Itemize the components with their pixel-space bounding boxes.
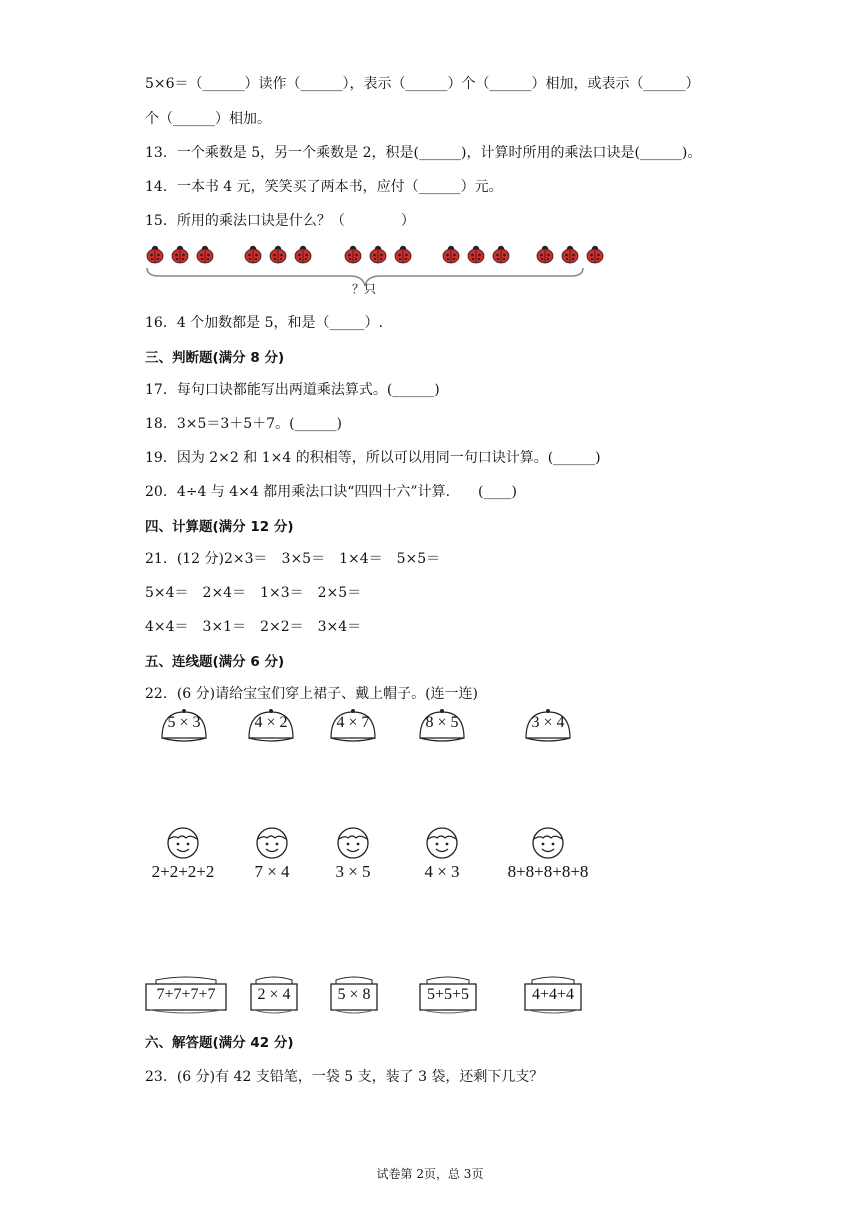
hat-label: 4 × 7 bbox=[336, 714, 370, 731]
ladybug-icon bbox=[293, 244, 313, 264]
skirt-card bbox=[522, 974, 584, 1016]
question-13: 13．一个乘数是 5，另一个乘数是 2，积是(______)，计算时所用的乘法口诀是(______)。 bbox=[145, 145, 702, 161]
hat-label: 4 × 2 bbox=[254, 714, 288, 731]
skirt-label: 4+4+4 bbox=[531, 986, 575, 1003]
question-16: 16．4 个加数都是 5，和是（_____）. bbox=[145, 315, 383, 331]
question-20: 20．4÷4 与 4×4 都用乘法口诀“四四十六”计算. (____) bbox=[145, 484, 517, 500]
baby-label: 8+8+8+8+8 bbox=[507, 862, 589, 881]
line-q12-a: 5×6＝（______）读作（______），表示（______）个（______）相加，或表示（______） bbox=[145, 76, 700, 92]
baby-face-icon bbox=[425, 826, 459, 860]
skirt-card bbox=[248, 974, 300, 1016]
skirt-card bbox=[417, 974, 479, 1016]
skirt-label: 7+7+7+7 bbox=[156, 986, 216, 1003]
hat-label: 8 × 5 bbox=[425, 714, 459, 731]
baby-card bbox=[133, 826, 233, 882]
baby-face-icon bbox=[166, 826, 200, 860]
question-19: 19．因为 2×2 和 1×4 的积相等，所以可以用同一句口诀计算。(______) bbox=[145, 450, 601, 466]
baby-label: 7 × 4 bbox=[254, 862, 290, 881]
baby-label: 3 × 5 bbox=[335, 862, 371, 881]
question-15: 15．所用的乘法口诀是什么？（ ） bbox=[145, 213, 415, 229]
ladybug-icon bbox=[535, 244, 555, 264]
ladybug-icon bbox=[466, 244, 486, 264]
skirt-label: 5+5+5 bbox=[426, 986, 470, 1003]
baby-label: 4 × 3 bbox=[424, 862, 460, 881]
ladybug-icon bbox=[268, 244, 288, 264]
ladybug-icon bbox=[170, 244, 190, 264]
hat-card bbox=[327, 708, 379, 742]
page-footer: 试卷第 2页，总 3页 bbox=[376, 1167, 484, 1181]
baby-card bbox=[392, 826, 492, 882]
ladybug-icon bbox=[393, 244, 413, 264]
hat-card bbox=[245, 708, 297, 742]
ladybug-icon bbox=[491, 244, 511, 264]
skirt-card bbox=[328, 974, 380, 1016]
question-22: 22．(6 分)请给宝宝们穿上裙子、戴上帽子。(连一连) bbox=[145, 686, 479, 702]
calc-row-3: 4×4＝ 3×1＝ 2×2＝ 3×4＝ bbox=[145, 619, 362, 635]
baby-face-icon bbox=[255, 826, 289, 860]
skirt-card bbox=[142, 974, 230, 1016]
question-18: 18．3×5＝3＋5＋7。(______) bbox=[145, 416, 343, 432]
hat-card bbox=[416, 708, 468, 742]
skirt-label: 2 × 4 bbox=[257, 986, 291, 1003]
ladybug-icon bbox=[585, 244, 605, 264]
calc-row-2: 5×4＝ 2×4＝ 1×3＝ 2×5＝ bbox=[145, 585, 362, 601]
ladybug-icon bbox=[243, 244, 263, 264]
calc-row-1: 21．(12 分)2×3＝ 3×5＝ 1×4＝ 5×5＝ bbox=[145, 551, 441, 567]
ladybug-icon bbox=[145, 244, 165, 264]
baby-face-icon bbox=[336, 826, 370, 860]
section-4-title: 四、计算题(满分 12 分) bbox=[145, 519, 294, 535]
hat-label: 5 × 3 bbox=[167, 714, 201, 731]
question-17: 17．每句口诀都能写出两道乘法算式。(______) bbox=[145, 382, 440, 398]
ladybug-icon bbox=[560, 244, 580, 264]
line-q12-b: 个（______）相加。 bbox=[145, 111, 271, 127]
ladybug-icon bbox=[441, 244, 461, 264]
ladybug-icon bbox=[343, 244, 363, 264]
brace-label: ？只 bbox=[352, 282, 377, 296]
question-23: 23．(6 分)有 42 支铅笔，一袋 5 支，装了 3 袋，还剩下几支？ bbox=[145, 1069, 544, 1085]
baby-card bbox=[498, 826, 598, 882]
question-14: 14．一本书 4 元，笑笑买了两本书，应付（______）元。 bbox=[145, 179, 503, 195]
hat-label: 3 × 4 bbox=[531, 714, 565, 731]
skirt-label: 5 × 8 bbox=[337, 986, 371, 1003]
ladybug-icon bbox=[195, 244, 215, 264]
hat-card bbox=[158, 708, 210, 742]
ladybug-icon bbox=[368, 244, 388, 264]
baby-card bbox=[303, 826, 403, 882]
baby-label: 2+2+2+2 bbox=[151, 862, 215, 881]
section-5-title: 五、连线题(满分 6 分) bbox=[145, 654, 285, 670]
section-6-title: 六、解答题(满分 42 分) bbox=[145, 1035, 294, 1051]
hat-card bbox=[522, 708, 574, 742]
baby-face-icon bbox=[531, 826, 565, 860]
section-3-title: 三、判断题(满分 8 分) bbox=[145, 350, 285, 366]
